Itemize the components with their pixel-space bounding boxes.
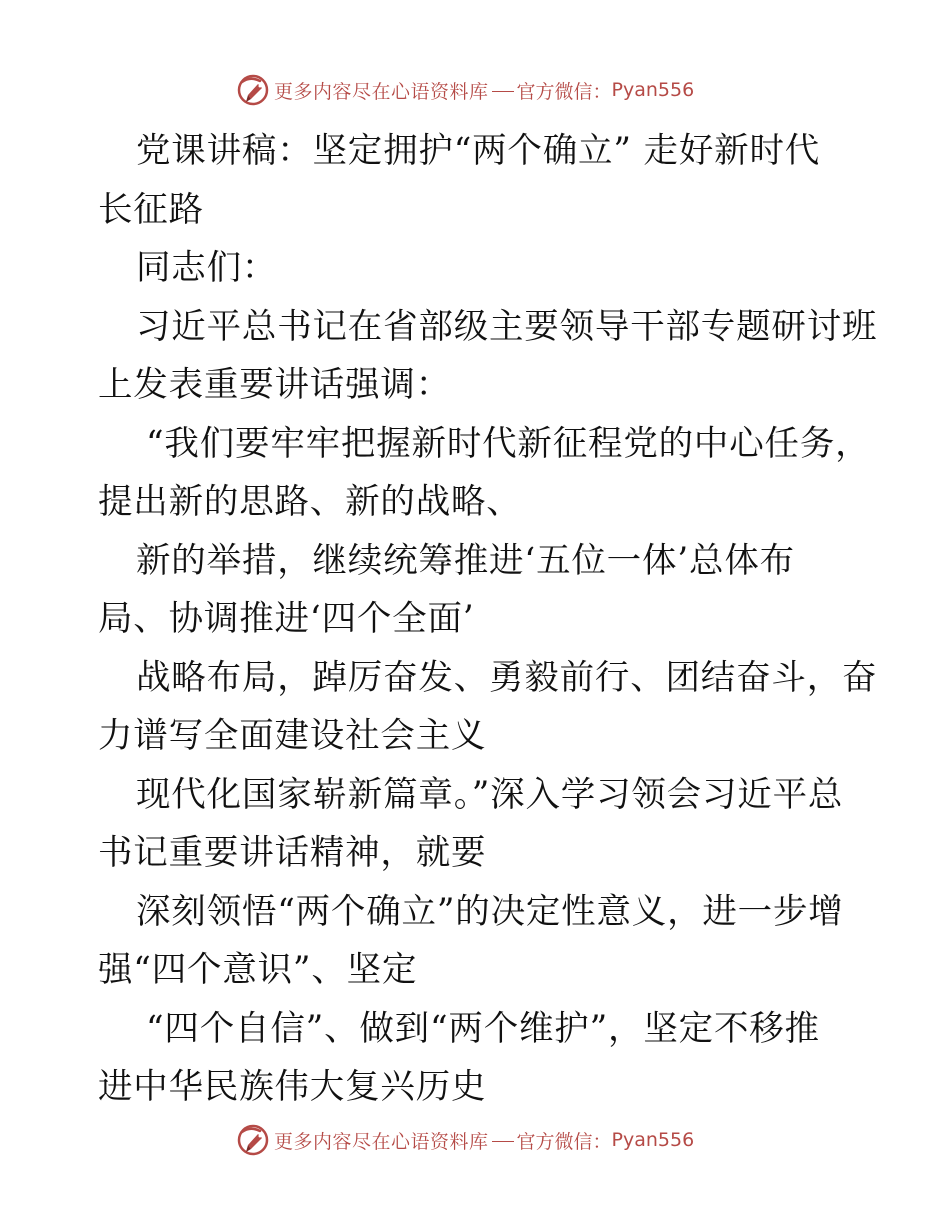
banner-contact-id: Pyan556	[611, 79, 695, 101]
body-line: 提出新的思路、新的战略、	[98, 482, 522, 522]
banner-contact-id: Pyan556	[611, 1129, 695, 1151]
body-line: 现代化国家崭新篇章。”深入学习领会习近平总	[136, 774, 844, 815]
body-line: 习近平总书记在省部级主要领导干部专题研讨班	[136, 306, 878, 347]
body-line: “我们要牢牢把握新时代新征程党的中心任务，	[146, 423, 871, 464]
pen-logo-icon	[236, 1123, 270, 1157]
title-line-2: 长征路	[98, 189, 204, 230]
banner-divider	[492, 91, 514, 92]
salutation-line: 同志们：	[136, 248, 278, 288]
banner-title: 更多内容尽在心语资料库	[274, 1130, 489, 1153]
body-line: 深刻领悟“两个确立”的决定性意义，进一步增	[136, 891, 844, 932]
banner-divider	[492, 1141, 514, 1142]
body-line: 局、协调推进‘四个全面’	[98, 599, 475, 639]
pen-logo-icon	[236, 73, 270, 107]
body-line: 书记重要讲话精神，就要	[98, 833, 487, 873]
body-line: 进中华民族伟大复兴历史	[98, 1067, 487, 1107]
body-line: 上发表重要讲话强调：	[98, 365, 451, 405]
body-line: 新的举措，继续统筹推进‘五位一体’总体布	[136, 540, 795, 581]
title-line-1: 党课讲稿：坚定拥护“两个确立” 走好新时代	[136, 131, 821, 171]
body-line: 战略布局，踔厉奋发、勇毅前行、团结奋斗，奋	[136, 657, 878, 698]
banner-contact-label: 官方微信：	[516, 80, 612, 103]
banner-contact-label: 官方微信：	[516, 1130, 612, 1153]
footer-banner	[236, 1122, 694, 1158]
body-line: “四个自信”、做到“两个维护”，坚定不移推	[146, 1008, 820, 1049]
body-line: 强“四个意识”、坚定	[98, 950, 418, 990]
banner-title: 更多内容尽在心语资料库	[274, 80, 489, 103]
body-line: 力谱写全面建设社会主义	[98, 716, 487, 756]
document-body	[98, 122, 878, 1117]
header-banner	[236, 72, 694, 108]
